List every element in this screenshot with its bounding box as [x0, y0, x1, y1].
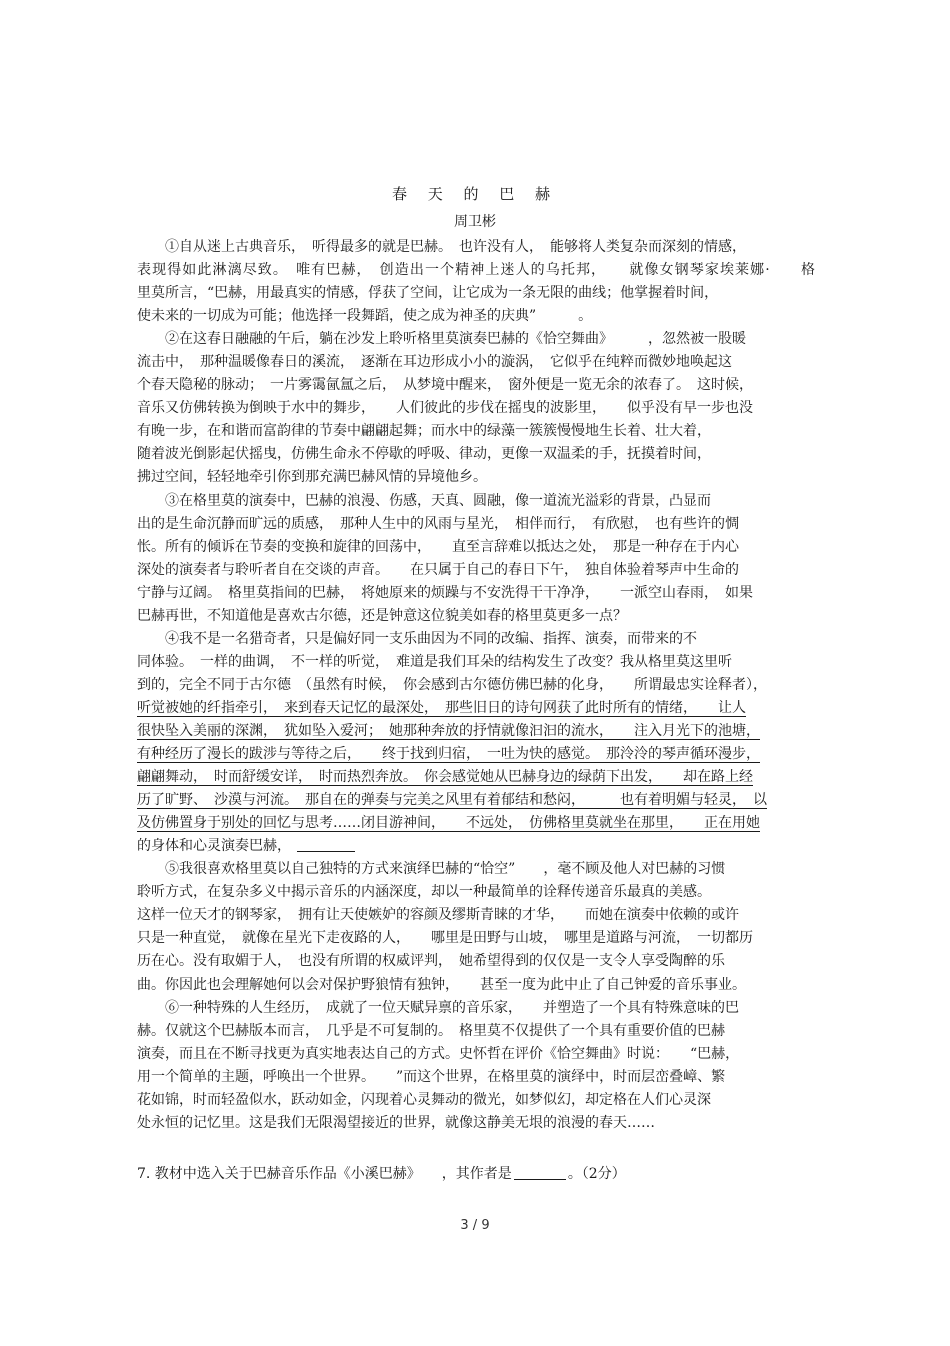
text-line: 有晚一步，在和谐而富韵律的节奏中翩翩起舞；而水中的绿藻一簇簇慢慢地生长着、壮大着，: [137, 423, 711, 440]
text-line: 只是一种直觉， 就像在星光下走夜路的人， 哪里是田野与山坡， 哪里是道路与河流， 一切都历: [137, 930, 753, 947]
text-line: 花如锦，时而轻盈似水，跃动如金，闪现着心灵舞动的微光，如梦似幻，却定格在人们心灵深: [137, 1091, 711, 1108]
underlined-text-line: 及仿佛置身于别处的回忆与思考……闭目游神间， 不远处， 仿佛格里莫就坐在那里， 正在用她: [137, 815, 760, 832]
underlined-text-line: 很快坠入美丽的深渊， 犹如坠入爱河； 她那种奔放的抒情就像汩汩的流水， 注入月光下的池塘，: [137, 722, 760, 739]
text-line: 宁静与辽阔。 格里莫指间的巴赫， 将她原来的烦躁与不安洗得干干净净， 一派空山春雨， 如果: [137, 584, 753, 601]
text-line: ②在这春日融融的午后，躺在沙发上聆听格里莫演奏巴赫的《恰空舞曲》 ，忽然被一股暖: [137, 331, 746, 348]
answer-blank[interactable]: [297, 837, 355, 852]
text-line: ①自从迷上古典音乐， 听得最多的就是巴赫。 也许没有人， 能够将人类复杂而深刻的情感，: [137, 239, 746, 255]
text-line: [137, 835, 815, 858]
text-line: ③在格里莫的演奏中，巴赫的浪漫、伤感，天真、圆融，像一道流光溢彩的背景，凸显而: [137, 492, 711, 509]
text-line: 音乐又仿佛转换为倒映于水中的舞步， 人们彼此的步伐在摇曳的波影里， 似乎没有早一步也没: [137, 400, 753, 417]
text-line: 用一个简单的主题，呼唤出一个世界。 ”而这个世界，在格里莫的演绎中，时而层峦叠嶂、繁: [137, 1068, 726, 1085]
text-line: ⑥一种特殊的人生经历， 成就了一位天赋异禀的音乐家， 并塑造了一个具有特殊意味的巴: [137, 999, 739, 1016]
text-line: 个春天隐秘的脉动； 一片雾霭氤氲之后， 从梦境中醒来， 窗外便是一览无余的浓春了。 这时候，: [137, 377, 753, 394]
text-line: 巴赫再世，不知道他是喜欢古尔德，还是钟意这位貌美如春的格里莫更多一点？: [137, 607, 627, 624]
text-line: 同体验。 一样的曲调， 不一样的听觉， 难道是我们耳朵的结构发生了改变？我从格里莫这里听: [137, 653, 732, 670]
text-line: 到的，完全不同于古尔德 （虽然有时候， 你会感到古尔德仿佛巴赫的化身， 所谓最忠实诠释者），: [137, 676, 767, 693]
text-line: 里莫所言，“巴赫，用最真实的情感，俘获了空间，让它成为一条无限的曲线；他掌握着时间，: [137, 285, 719, 302]
text-line: 深处的演奏者与聆听者自在交谈的声音。 在只属于自己的春日下午， 独自体验着琴声中生命的: [137, 561, 739, 578]
text-line: 出的是生命沉静而旷远的质感， 那种人生中的风雨与星光， 相伴而行， 有欣慰， 也有些许的惆: [137, 515, 739, 532]
question-7: [137, 1163, 815, 1183]
text-line: ④我不是一名猎奇者，只是偏好同一支乐曲因为不同的改编、指挥、演奏，而带来的不: [137, 630, 697, 647]
underlined-text-line: 翩翩舞动， 时而舒缓安详， 时而热烈奔放。 你会感觉她从巴赫身边的绿荫下出发， 却在路上经: [137, 769, 753, 786]
text-line: 赫。仅就这个巴赫版本而言， 几乎是不可复制的。 格里莫不仅提供了一个具有重要价值的巴赫: [137, 1022, 725, 1039]
text-line: 历在心。没有取媚于人， 也没有所谓的权威评判， 她希望得到的仅仅是一支令人享受陶醉的乐: [137, 953, 725, 970]
text-line: 这样一位天才的钢琴家， 拥有让天使嫉妒的容颜及缪斯青睐的才华， 而她在演奏中依赖的或许: [137, 907, 739, 924]
page-number: 3 / 9: [460, 1218, 490, 1233]
text-line: 表现得如此淋漓尽致。 唯有巴赫， 创造出一个精神上迷人的乌托邦， 就像女钢琴家埃莱娜· 格: [137, 262, 815, 279]
text-line: ⑤我很喜欢格里莫以自己独特的方式来演绎巴赫的“恰空” ，毫不顾及他人对巴赫的习惯: [137, 861, 726, 878]
article-body: [137, 236, 815, 1135]
text-line: 曲。你因此也会理解她何以会对保护野狼情有独钟， 甚至一度为此中止了自己钟爱的音乐事业。: [137, 976, 746, 993]
underlined-text-line: 听觉被她的纤指牵引， 来到春天记忆的最深处， 那些旧日的诗句网获了此时所有的情绪， 让人: [137, 699, 746, 716]
text-line: 使未来的一切成为可能；他选择一段舞蹈，使之成为神圣的庆典” 。: [137, 308, 593, 325]
answer-blank[interactable]: [514, 1165, 566, 1180]
question-prefix: 7. 教材中选入关于巴赫音乐作品《小溪巴赫》 ，其作者是: [137, 1166, 512, 1182]
question-suffix: 。（2分）: [567, 1166, 626, 1182]
underlined-text-line: 历了旷野、 沙漠与河流。 那自在的弹奏与完美之风里有着郁结和愁闷， 也有着明媚与轻灵， 以: [137, 792, 767, 809]
text-line-content: 的身体和心灵演奏巴赫，: [137, 838, 291, 855]
text-line: 拂过空间，轻轻地牵引你到那充满巴赫风情的异境他乡。: [137, 469, 487, 486]
underlined-text-line: 有种经历了漫长的跋涉与等待之后， 终于找到归宿， 一吐为快的感觉。 那泠泠的琴声循环漫步，: [137, 746, 760, 763]
text-line: 怅。所有的倾诉在节奏的变换和旋律的回荡中， 直至言辞难以抵达之处， 那是一种存在于内心: [137, 538, 739, 555]
text-line: 随着波光倒影起伏摇曳，仿佛生命永不停歇的呼吸、律动，更像一双温柔的手，抚摸着时间，: [137, 446, 711, 463]
text-line: 处永恒的记忆里。这是我们无限渴望接近的世界，就像这静美无垠的浪漫的春天……: [137, 1114, 655, 1131]
article-author: 周卫彬: [454, 214, 496, 230]
text-line: 演奏，而且在不断寻找更为真实地表达自己的方式。史怀哲在评价《恰空舞曲》时说： “巴赫，: [137, 1045, 740, 1062]
article-title: 春 天 的 巴 赫: [391, 185, 559, 203]
text-line: 流击中， 那种温暖像春日的溪流， 逐渐在耳边形成小小的漩涡， 它似乎在纯粹而微妙地唤起这: [137, 354, 732, 371]
text-line: 聆听方式，在复杂多义中揭示音乐的内涵深度，却以一种最简单的诠释传递音乐最真的美感。: [137, 884, 711, 901]
